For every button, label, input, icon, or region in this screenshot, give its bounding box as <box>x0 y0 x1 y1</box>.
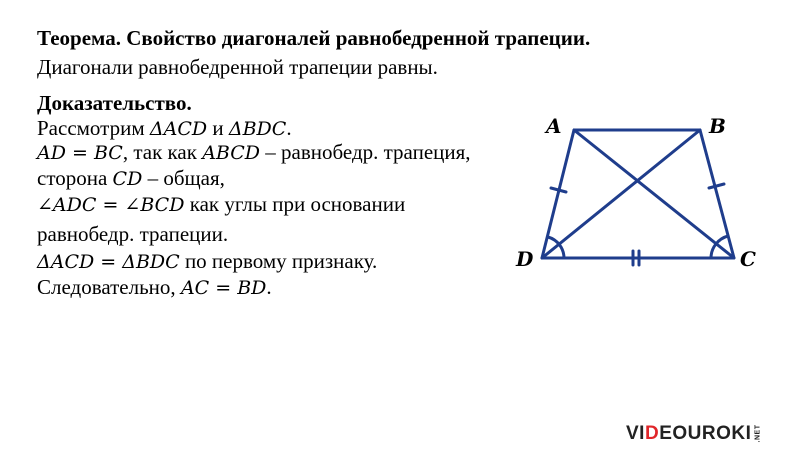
vertex-label-b: B <box>709 114 726 138</box>
proof-text: . <box>266 275 272 299</box>
math-ad: AD <box>37 142 66 164</box>
proof-text: по первому признаку. <box>179 249 378 273</box>
proof-line-5: равнобедр. трапеции. <box>37 222 229 246</box>
videouroki-logo <box>626 423 769 445</box>
tick-mark-ad <box>551 188 566 192</box>
proof-line-6 <box>37 249 377 274</box>
math-abcd: ABCD <box>202 142 261 164</box>
math-equals: = <box>94 251 123 273</box>
logo-accent: D <box>644 423 660 444</box>
proof-text: – общая, <box>142 166 225 190</box>
theorem-name: Свойство диагоналей равнобедренной трапеции. <box>126 26 591 50</box>
math-bd: BD <box>237 277 267 299</box>
proof-text: , так как <box>122 140 203 164</box>
math-triangle-acd: ΔACD <box>149 118 208 140</box>
diagonal-bd <box>542 130 700 258</box>
diagonal-ac <box>574 130 734 258</box>
tick-mark-bc <box>709 184 724 188</box>
math-angle-adc: ∠ADC <box>37 194 97 216</box>
math-bc: BC <box>93 142 123 164</box>
math-triangle-bdc: ΔBDC <box>122 251 180 273</box>
proof-line-1 <box>37 116 292 141</box>
proof-heading: Доказательство. <box>37 91 192 115</box>
vertex-label-d: D <box>516 247 534 271</box>
vertex-label-c: C <box>740 247 756 271</box>
math-equals: = <box>65 142 94 164</box>
trapezoid-outline <box>542 130 734 258</box>
math-ac: AC <box>180 277 210 299</box>
math-equals: = <box>209 277 238 299</box>
math-equals: = <box>96 194 125 216</box>
proof-line-7 <box>37 275 272 300</box>
logo-text: EOUROKI <box>659 423 752 444</box>
proof-text: сторона <box>37 166 113 190</box>
math-angle-bcd: ∠BCD <box>124 194 185 216</box>
proof-line-4 <box>37 192 405 217</box>
proof-text: как углы при основании <box>184 192 406 216</box>
math-triangle-bdc: ΔBDC <box>228 118 287 140</box>
vertex-label-a: A <box>546 114 562 138</box>
proof-text: Следовательно, <box>37 275 181 299</box>
proof-line-3 <box>37 166 225 191</box>
proof-text: . <box>286 116 292 140</box>
math-cd: CD <box>112 168 143 190</box>
math-triangle-acd: ΔACD <box>37 251 95 273</box>
proof-line-2 <box>37 140 471 165</box>
proof-text: Рассмотрим <box>37 116 150 140</box>
proof-text: – равнобедр. трапеция, <box>260 140 471 164</box>
logo-suffix: .NET <box>754 424 762 443</box>
theorem-statement: Диагонали равнобедренной трапеции равны. <box>37 55 438 79</box>
proof-text: и <box>207 116 229 140</box>
theorem-label: Теорема. <box>37 26 121 50</box>
logo-text: VI <box>626 423 645 444</box>
trapezoid-diagram <box>505 105 775 275</box>
theorem-title <box>37 26 590 51</box>
